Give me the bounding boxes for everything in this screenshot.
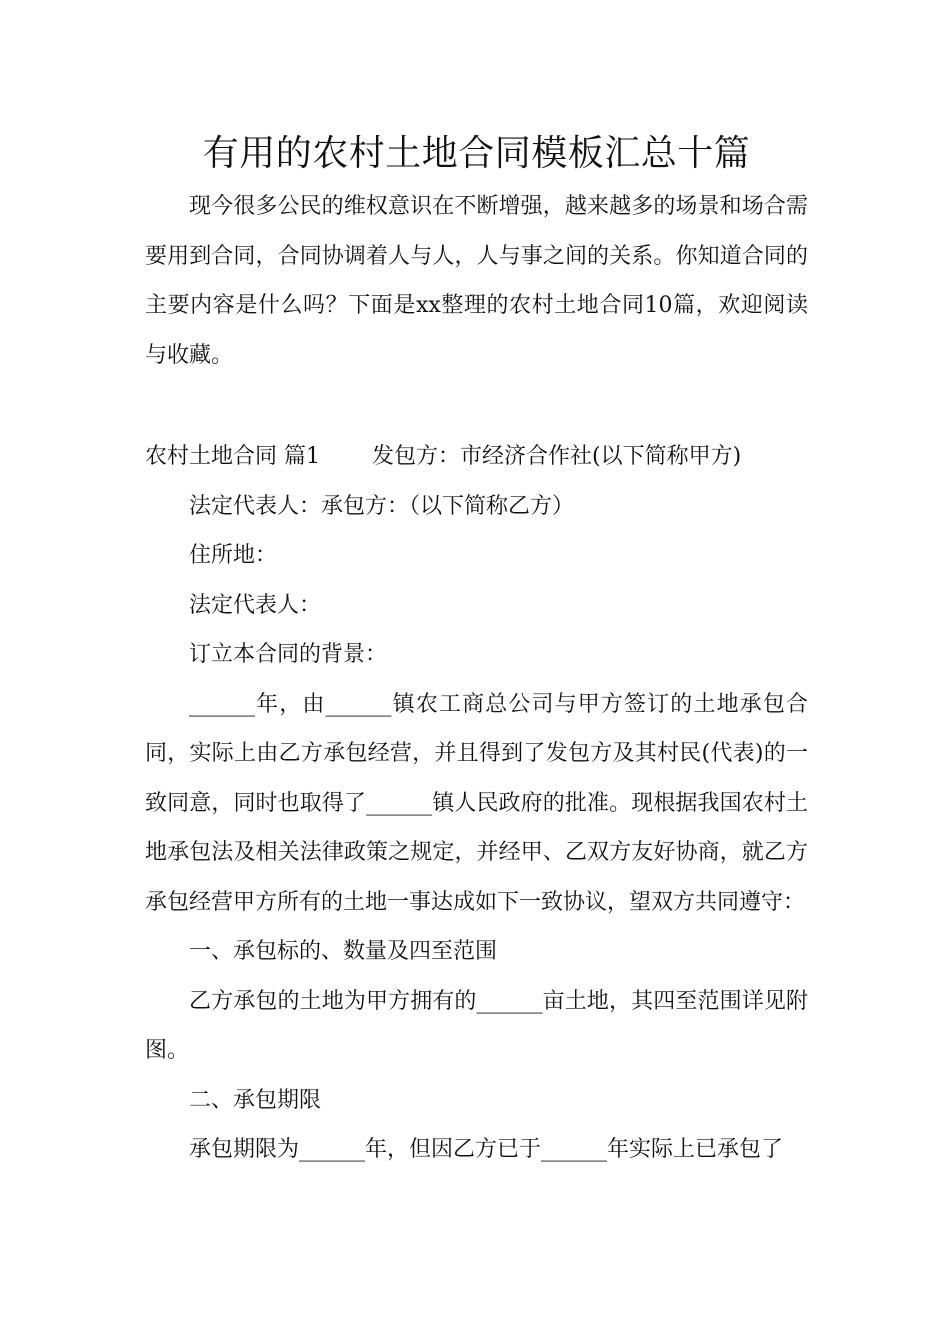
section-heading-line	[145, 432, 808, 482]
paragraph-address: 住所地：	[189, 543, 278, 568]
section-heading: 农村土地合同 篇1	[145, 444, 320, 469]
intro-paragraph: 现今很多公民的维权意识在不断增强，越来越多的场景和场合需要用到合同，合同协调着人与人，人与事之间的关系。你知道合同的主要内容是什么吗？下面是xx整理的农村土地合同10篇，欢迎阅读与收藏。	[145, 194, 808, 368]
paragraph-scope-heading: 一、承包标的、数量及四至范围	[189, 939, 498, 964]
paragraph-background-body: ______年，由______镇农工商总公司与甲方签订的土地承包合同，实际上由乙方承包经营，并且得到了发包方及其村民(代表)的一致同意，同时也取得了______镇人民政府的批准。现根据我国农村土地承包法及相关法律政策之规定，并经甲、乙双方友好协商，就乙方承包经营甲方所有的土地一事达成如下一致协议，望双方共同遵守：	[145, 691, 808, 915]
paragraph-term-body: 承包期限为______年，但因乙方已于______年实际上已承包了	[189, 1137, 784, 1162]
paragraph-legal-representative: 法定代表人：	[189, 592, 322, 618]
paragraph-term-heading: 二、承包期限	[189, 1087, 322, 1113]
paragraph-legal-representative-contractor: 法定代表人：承包方：（以下简称乙方）	[189, 493, 575, 519]
paragraph-background-heading: 订立本合同的背景：	[189, 642, 388, 667]
document-body	[145, 182, 808, 1175]
paragraph-spacer	[145, 380, 808, 432]
document-title: 有用的农村土地合同模板汇总十篇	[202, 133, 751, 174]
issuer-line: 发包方：市经济合作社(以下简称甲方)	[372, 444, 742, 469]
paragraph-scope-body: 乙方承包的土地为甲方拥有的______亩土地，其四至范围详见附图。	[145, 988, 808, 1063]
